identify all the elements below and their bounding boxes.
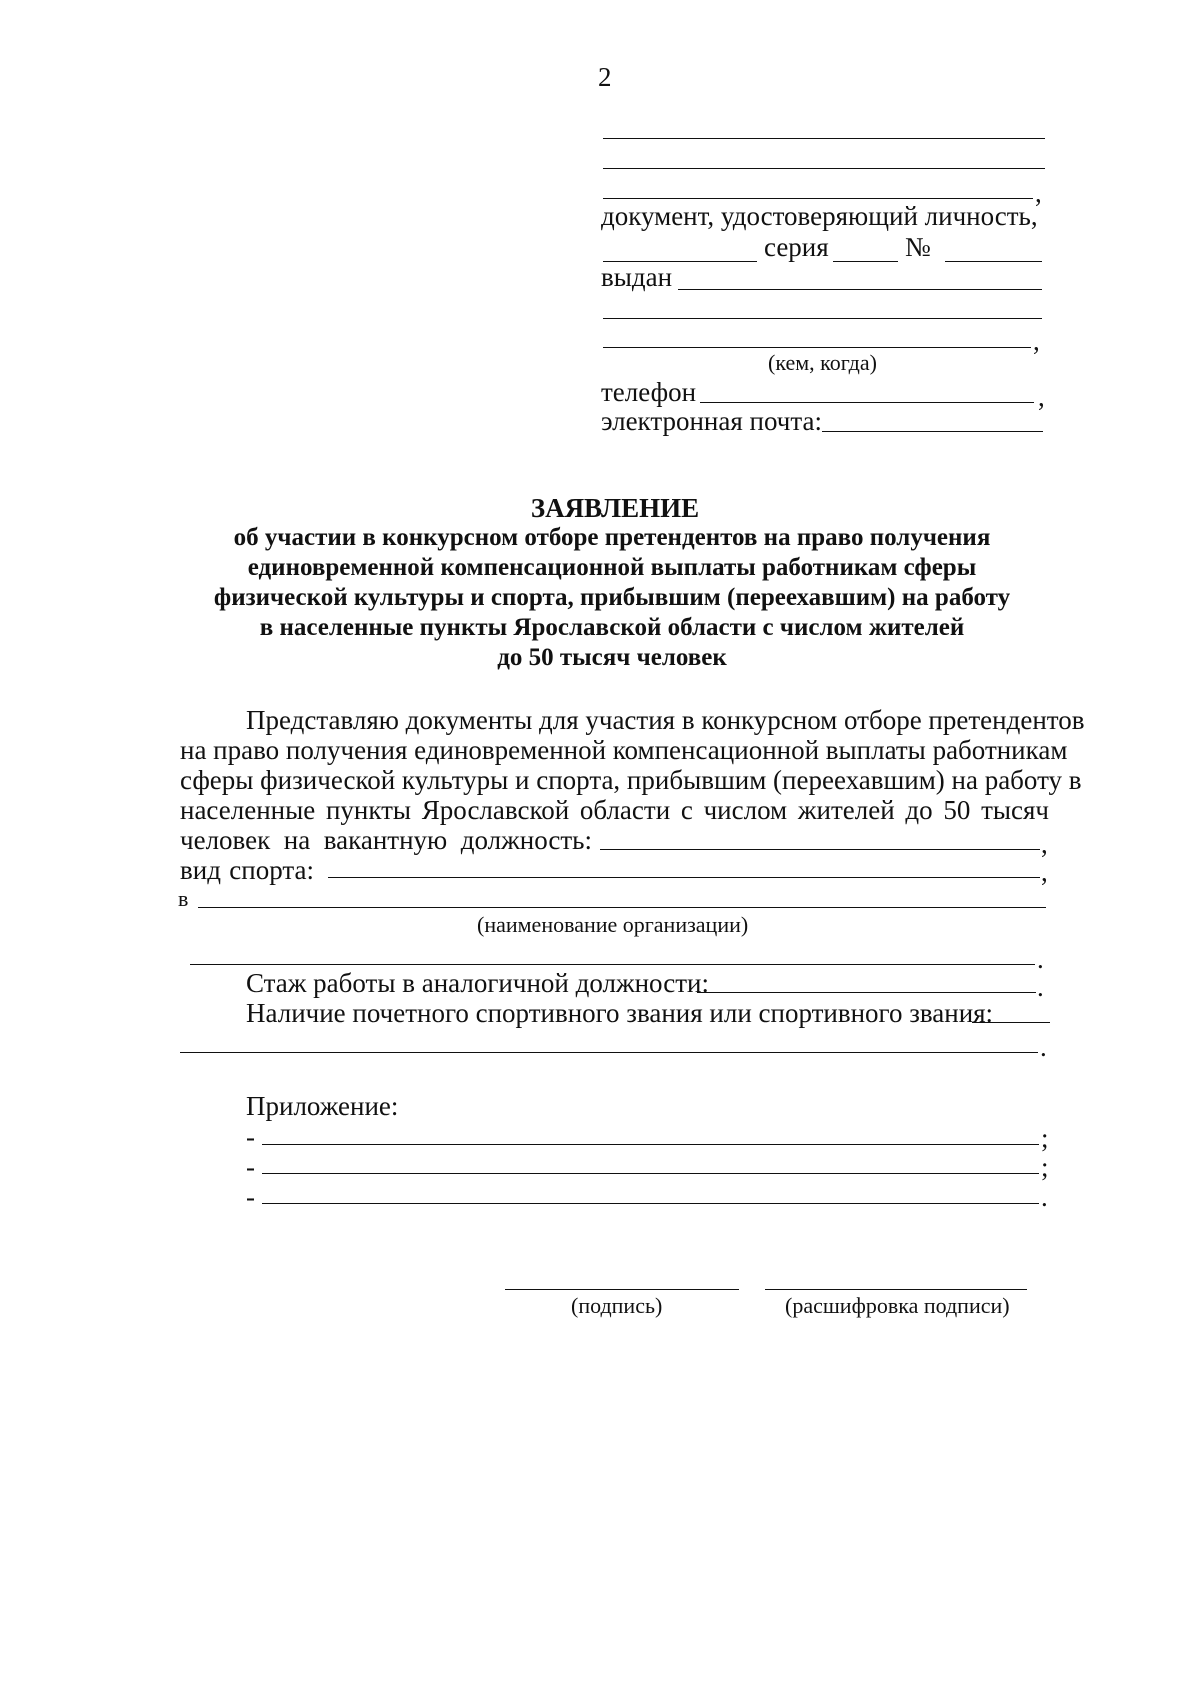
attachments-label: Приложение:	[246, 1091, 399, 1121]
phone-label: телефон	[601, 377, 697, 407]
email-label: электронная почта:	[601, 406, 822, 436]
comma: ,	[1038, 382, 1045, 412]
id-document-label: документ, удостоверяющий личность,	[601, 201, 1038, 231]
signature-decoding-field[interactable]	[765, 1289, 1027, 1290]
paragraph-line: Представляю документы для участия в конкурсном отборе претендентов	[246, 705, 1085, 735]
comma: ,	[1033, 326, 1040, 356]
comma: ,	[1041, 829, 1048, 859]
comma: ,	[1041, 857, 1048, 887]
number-field[interactable]	[945, 261, 1042, 262]
paragraph-line: сферы физической культуры и спорта, прибывшим (переехавшим) на работу в	[180, 765, 1082, 795]
title-line: единовременной компенсационной выплаты работникам сферы	[247, 554, 977, 581]
paragraph-line: населенные пункты Ярославской области с числом жителей до 50 тысяч	[180, 795, 1049, 825]
series-field[interactable]	[833, 261, 898, 262]
experience-label: Стаж работы в аналогичной должности:	[246, 968, 709, 998]
number-label: №	[905, 232, 931, 262]
dash: -	[246, 1182, 255, 1212]
org-prefix: в	[178, 886, 189, 911]
applicant-name-line-3[interactable]	[603, 198, 1033, 199]
title-line: физической культуры и спорта, прибывшим (переехавшим) на работу	[213, 584, 1011, 611]
attachment-field-3[interactable]	[262, 1203, 1039, 1204]
organization-field[interactable]	[198, 907, 1046, 908]
signature-field[interactable]	[505, 1289, 739, 1290]
document-heading: ЗАЯВЛЕНИЕ	[530, 493, 700, 523]
phone-field[interactable]	[700, 402, 1034, 403]
signature-decoding-hint: (расшифровка подписи)	[785, 1293, 1010, 1318]
applicant-name-line-1[interactable]	[603, 138, 1045, 139]
paragraph-line: на право получения единовременной компенсационной выплаты работникам	[180, 735, 1068, 765]
applicant-name-line-2[interactable]	[603, 168, 1045, 169]
dash: -	[246, 1152, 255, 1182]
position-field[interactable]	[600, 849, 1040, 850]
semicolon: ;	[1041, 1152, 1049, 1182]
org-hint: (наименование организации)	[477, 912, 749, 937]
title-line: об участии в конкурсном отборе претендентов на право получения	[233, 524, 991, 551]
semicolon: ;	[1041, 1123, 1049, 1153]
comma: ,	[1035, 178, 1042, 208]
attachment-field-2[interactable]	[262, 1173, 1039, 1174]
issued-field-line-2[interactable]	[603, 318, 1042, 319]
sport-label: вид спорта:	[180, 855, 314, 885]
period: .	[1041, 1182, 1048, 1212]
page-number: 2	[598, 62, 612, 92]
organization-field-line-2[interactable]	[190, 964, 1035, 965]
period: .	[1037, 972, 1044, 1002]
attachment-field-1[interactable]	[262, 1144, 1039, 1145]
period: .	[1040, 1032, 1047, 1062]
honorary-title-field[interactable]	[972, 1022, 1050, 1023]
issued-field-line-1[interactable]	[678, 289, 1042, 290]
issued-field-line-3[interactable]	[603, 347, 1031, 348]
title-line: до 50 тысяч человек	[497, 644, 727, 671]
period: .	[1037, 944, 1044, 974]
dash: -	[246, 1122, 255, 1152]
honorary-title-label: Наличие почетного спортивного звания или спортивного звания:	[246, 998, 994, 1028]
sport-field[interactable]	[328, 877, 1040, 878]
position-label: человек на вакантную должность:	[180, 825, 592, 855]
issued-label: выдан	[601, 262, 673, 292]
series-label: серия	[764, 232, 829, 262]
email-field[interactable]	[822, 431, 1043, 432]
title-line: в населенные пункты Ярославской области с числом жителей	[259, 614, 965, 641]
experience-field[interactable]	[697, 992, 1036, 993]
issued-hint: (кем, когда)	[768, 350, 877, 375]
signature-hint: (подпись)	[571, 1293, 663, 1318]
honorary-title-field-line-2[interactable]	[180, 1052, 1038, 1053]
